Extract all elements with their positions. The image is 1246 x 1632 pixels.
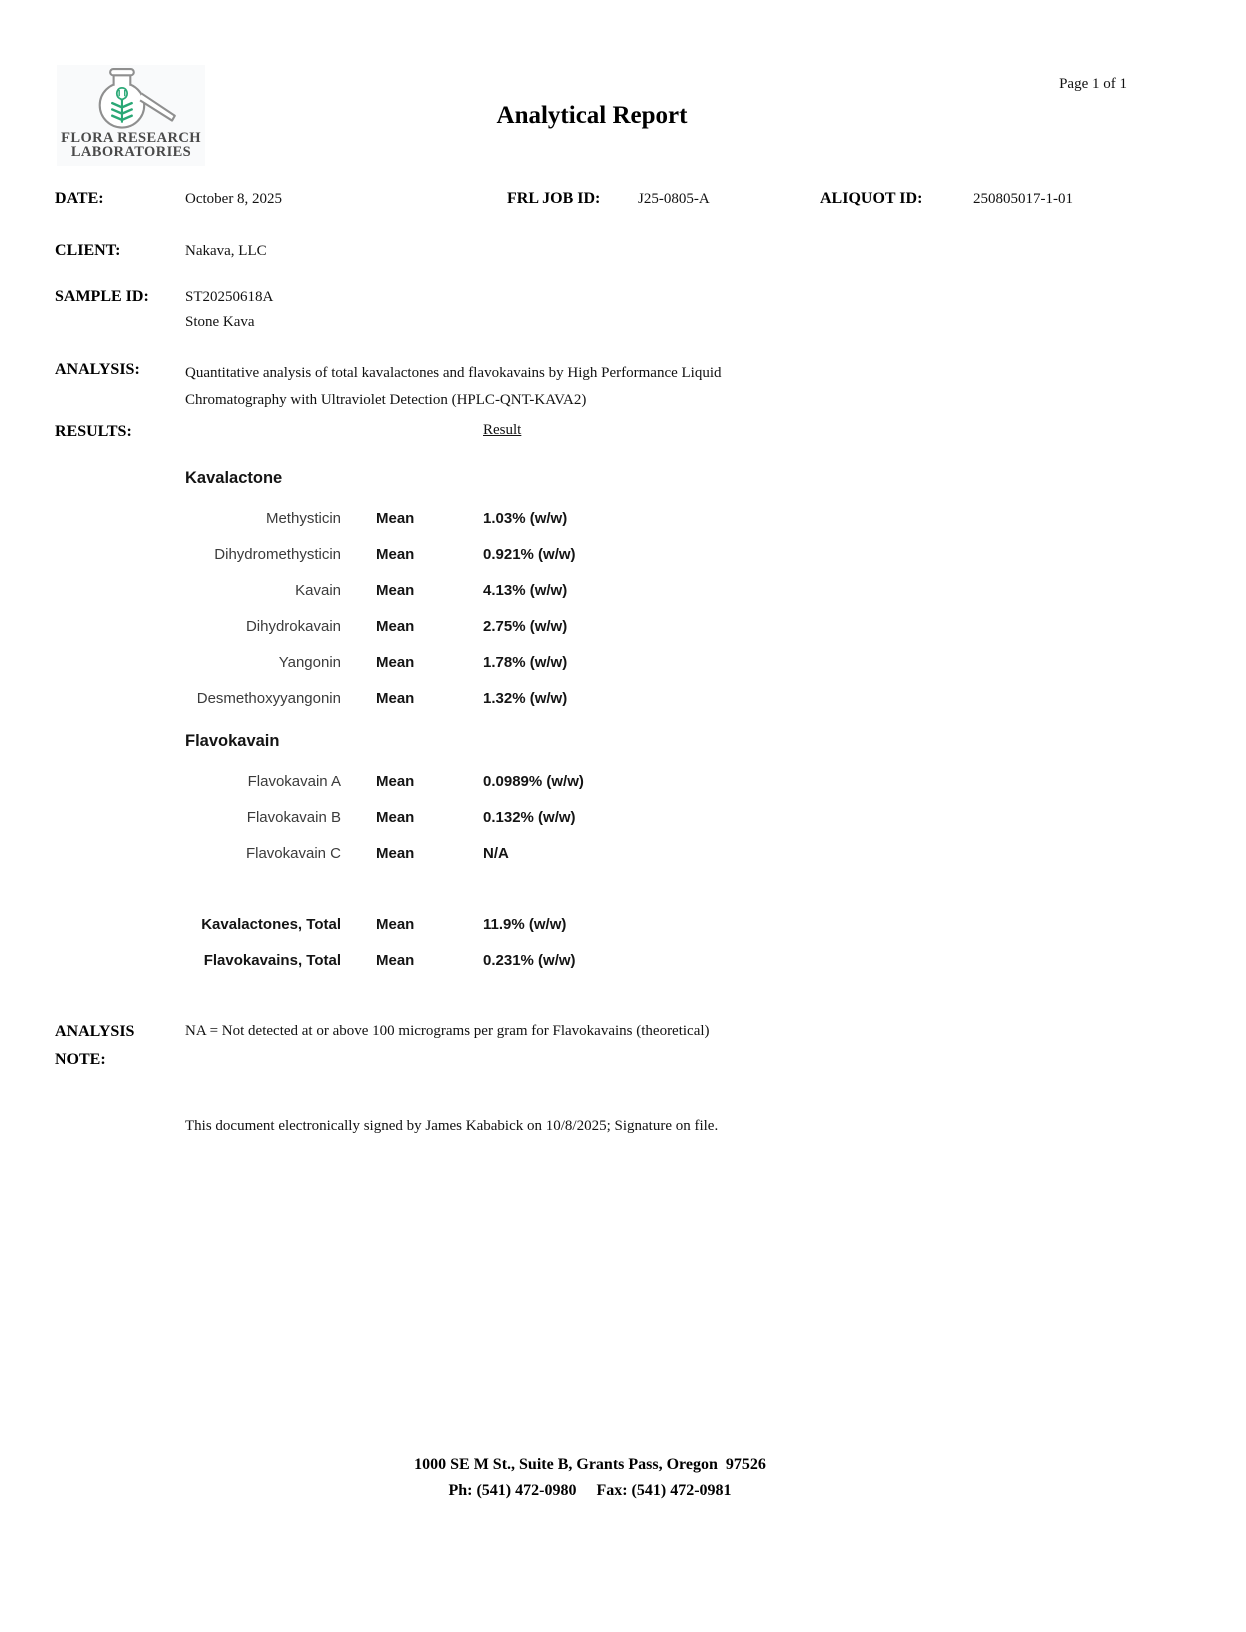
analyte-name: Yangonin xyxy=(278,653,341,671)
sample-id-value: ST20250618A xyxy=(185,289,274,305)
table-row xyxy=(0,799,584,835)
stat-type: Mean xyxy=(376,617,415,635)
analysis-note-label-line1: ANALYSIS xyxy=(55,1023,135,1040)
stat-type: Mean xyxy=(376,844,415,862)
logo-name-line1: FLORA RESEARCH xyxy=(61,130,201,146)
page-title: Analytical Report xyxy=(496,102,688,129)
result-value: 2.75% (w/w) xyxy=(483,617,568,635)
stat-type: Mean xyxy=(376,951,415,969)
analyte-name: Desmethoxyyangonin xyxy=(196,689,341,707)
kavalactone-group xyxy=(0,468,576,716)
table-row xyxy=(0,608,576,644)
analysis-note-label xyxy=(55,1018,134,1074)
stat-type: Mean xyxy=(376,509,415,527)
frl-job-id-value: J25-0805-A xyxy=(638,191,710,207)
result-value: 11.9% (w/w) xyxy=(483,915,567,933)
stat-type: Mean xyxy=(376,653,415,671)
result-value: 0.921% (w/w) xyxy=(483,545,576,563)
analyte-name: Dihydrokavain xyxy=(245,617,341,635)
analyte-name: Flavokavain A xyxy=(247,772,341,790)
analyte-name: Methysticin xyxy=(265,509,341,527)
stat-type: Mean xyxy=(376,808,415,826)
result-value: 0.132% (w/w) xyxy=(483,808,576,826)
kavalactone-rows xyxy=(0,500,576,716)
date-label: DATE: xyxy=(55,190,104,207)
table-row-total xyxy=(0,942,576,978)
analyte-name: Flavokavain B xyxy=(246,808,341,826)
table-row xyxy=(0,536,576,572)
results-label: RESULTS: xyxy=(55,423,132,440)
client-label: CLIENT: xyxy=(55,242,121,259)
date-value: October 8, 2025 xyxy=(185,191,283,207)
total-analyte-name: Flavokavains, Total xyxy=(203,951,341,969)
aliquot-id-label: ALIQUOT ID: xyxy=(820,190,923,207)
result-column-header: Result xyxy=(483,422,522,438)
analysis-description-line1: Quantitative analysis of total kavalactones and flavokavains by High Performance Liquid xyxy=(185,365,722,381)
table-row xyxy=(0,572,576,608)
stat-type: Mean xyxy=(376,581,415,599)
table-row xyxy=(0,763,584,799)
client-value: Nakava, LLC xyxy=(185,243,267,259)
analyte-name: Flavokavain C xyxy=(245,844,341,862)
footer-phone-fax: Ph: (541) 472-0980 Fax: (541) 472-0981 xyxy=(448,1482,732,1499)
flavokavain-rows xyxy=(0,763,584,871)
stat-type: Mean xyxy=(376,545,415,563)
total-analyte-name: Kavalactones, Total xyxy=(201,915,341,933)
stat-type: Mean xyxy=(376,689,415,707)
analysis-note-text: NA = Not detected at or above 100 micrograms per gram for Flavokavains (theoretical) xyxy=(185,1023,710,1039)
result-value: 4.13% (w/w) xyxy=(483,581,568,599)
sample-name: Stone Kava xyxy=(185,314,255,330)
result-value: 0.0989% (w/w) xyxy=(483,772,584,790)
result-value: 1.03% (w/w) xyxy=(483,509,568,527)
analysis-label: ANALYSIS: xyxy=(55,361,140,378)
logo-name-line2: LABORATORIES xyxy=(70,144,192,160)
frl-job-id-label: FRL JOB ID: xyxy=(507,190,601,207)
stat-type: Mean xyxy=(376,915,415,933)
table-row xyxy=(0,680,576,716)
analysis-description xyxy=(185,360,825,414)
flavokavain-group xyxy=(0,731,584,871)
analysis-note-label-line2: NOTE: xyxy=(55,1051,106,1068)
table-row xyxy=(0,500,576,536)
group-header-flavokavain: Flavokavain xyxy=(185,732,280,750)
table-row xyxy=(0,644,576,680)
group-header-kavalactone: Kavalactone xyxy=(185,469,283,487)
table-row xyxy=(0,835,584,871)
totals-group xyxy=(0,906,576,978)
footer xyxy=(0,1452,1180,1504)
signature-statement: This document electronically signed by James Kababick on 10/8/2025; Signature on file. xyxy=(185,1118,719,1134)
analyte-name: Dihydromethysticin xyxy=(214,545,341,563)
result-value: 1.32% (w/w) xyxy=(483,689,568,707)
aliquot-id-value: 250805017-1-01 xyxy=(973,191,1073,207)
stat-type: Mean xyxy=(376,772,415,790)
result-value: 1.78% (w/w) xyxy=(483,653,568,671)
footer-address: 1000 SE M St., Suite B, Grants Pass, Oregon 97526 xyxy=(414,1456,766,1473)
page-number: Page 1 of 1 xyxy=(1059,76,1127,92)
analysis-description-line2: Chromatography with Ultraviolet Detection (HPLC-QNT-KAVA2) xyxy=(185,392,587,408)
table-row-total xyxy=(0,906,576,942)
result-value: N/A xyxy=(483,844,509,862)
result-value: 0.231% (w/w) xyxy=(483,951,576,969)
sample-id-label: SAMPLE ID: xyxy=(55,288,149,305)
analyte-name: Kavain xyxy=(295,581,341,599)
